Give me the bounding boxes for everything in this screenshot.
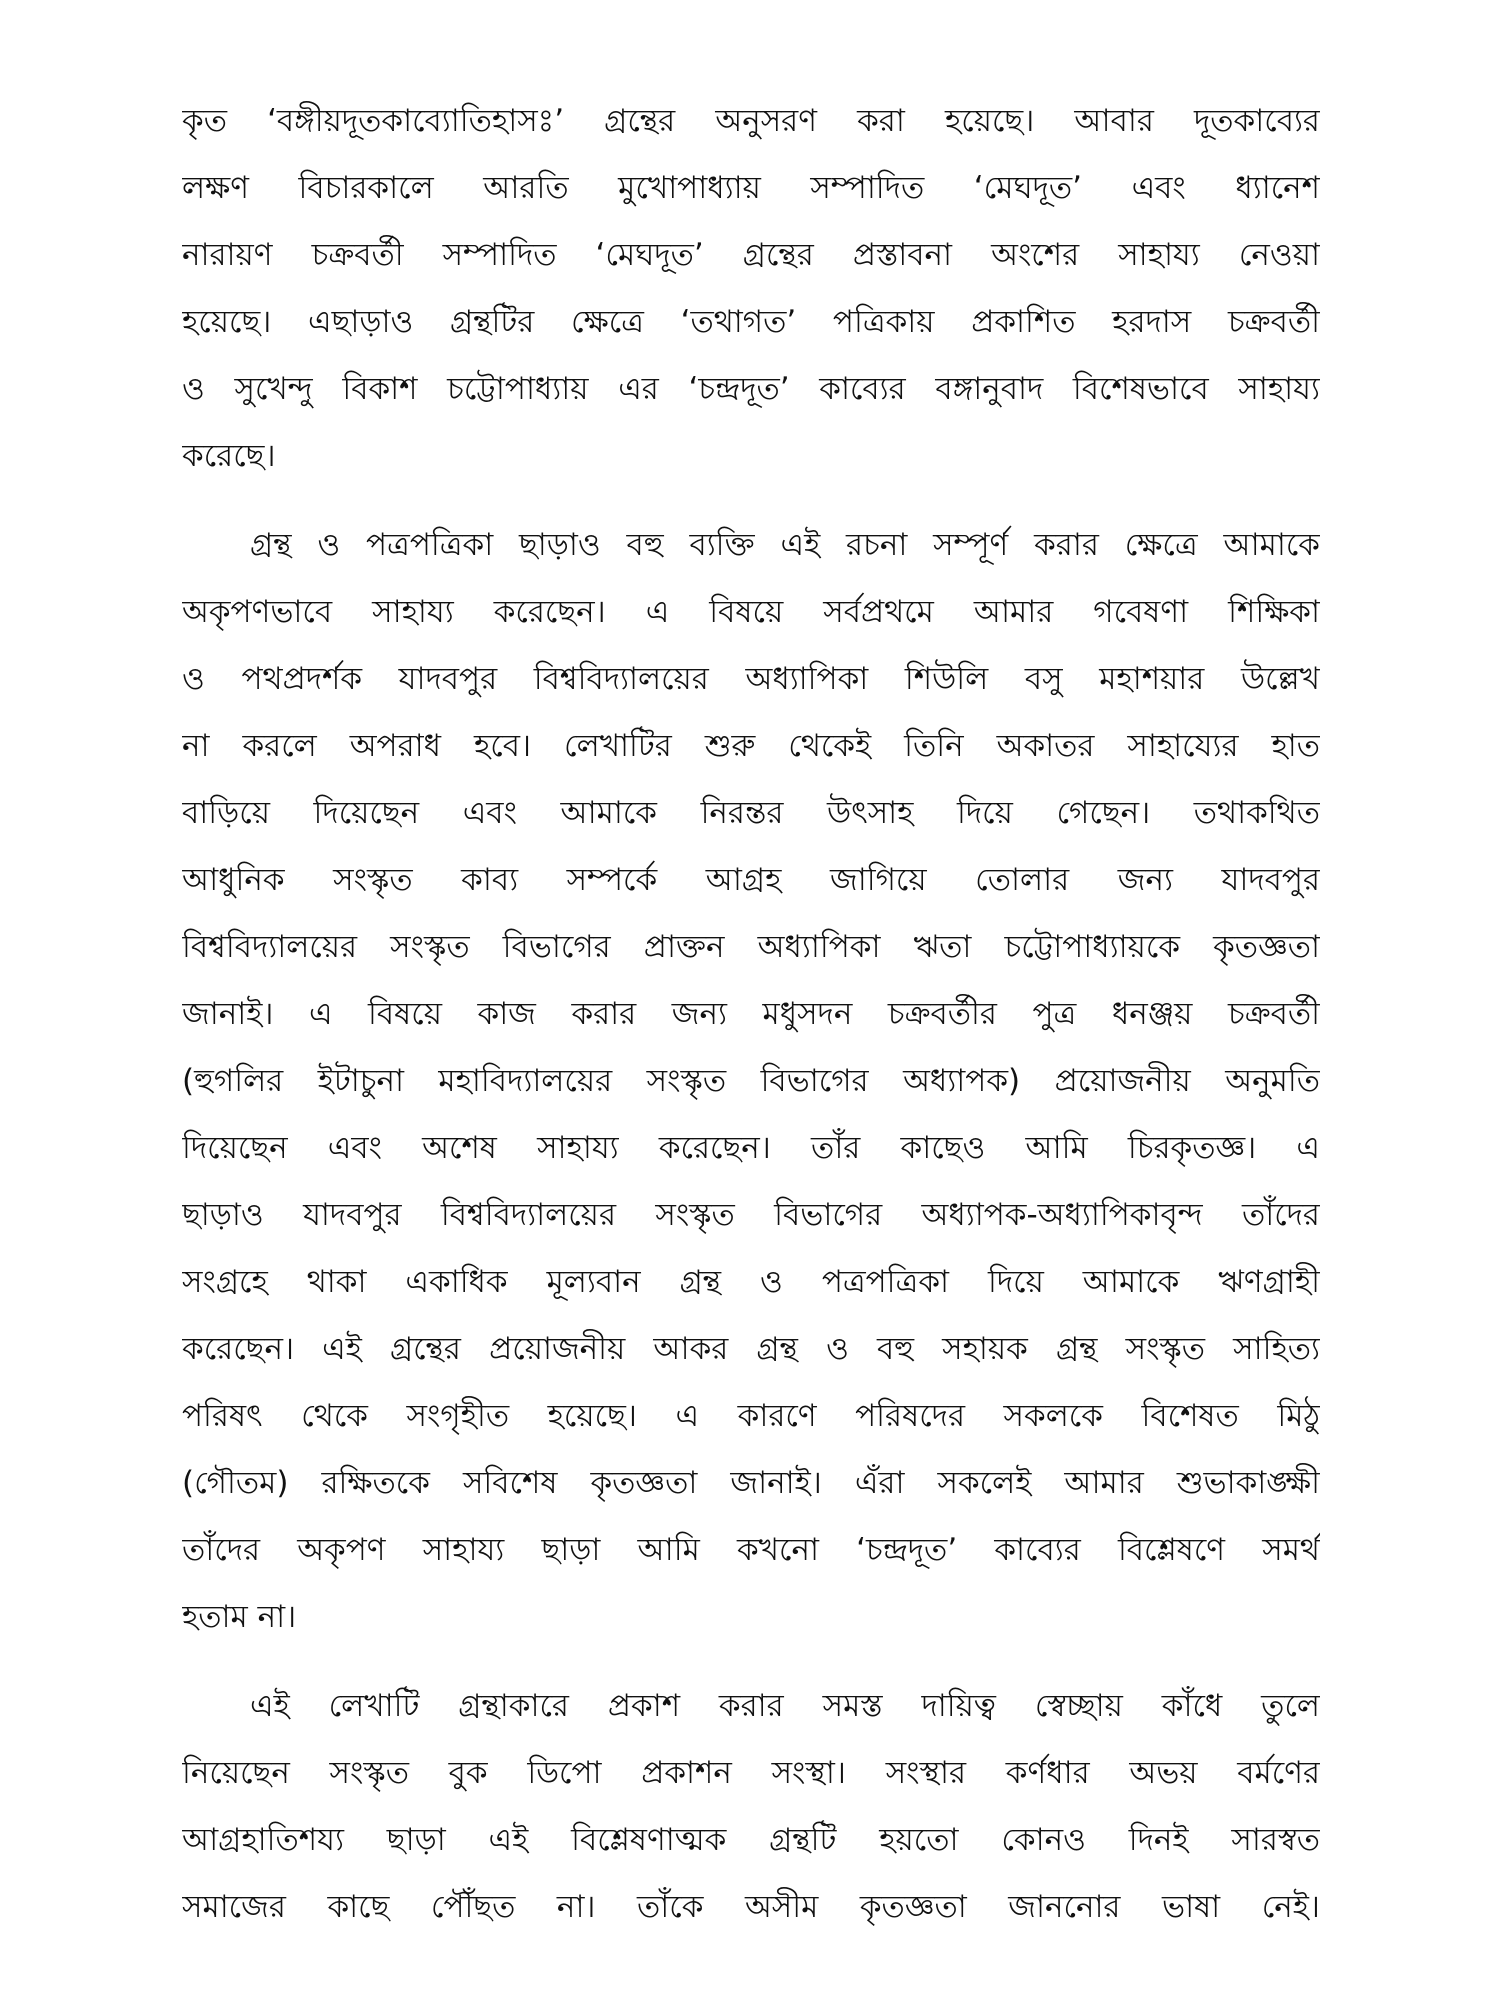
text-line: বিশ্ববিদ্যালয়ের সংস্কৃত বিভাগের প্রাক্তন অধ্যাপিকা ঋতা চট্টোপাধ্যায়কে কৃতজ্ঞতা <box>182 929 1320 965</box>
text-line: আগ্রহাতিশয্য ছাড়া এই বিশ্লেষণাত্মক গ্রন্থটি হয়তো কোনও দিনই সারস্বত <box>182 1822 1320 1858</box>
text-line: এই লেখাটি গ্রন্থাকারে প্রকাশ করার সমস্ত দায়িত্ব স্বেচ্ছায় কাঁধে তুলে <box>250 1688 1320 1724</box>
text-line: গ্রন্থ ও পত্রপত্রিকা ছাড়াও বহু ব্যক্তি এই রচনা সম্পূর্ণ করার ক্ষেত্রে আমাকে <box>250 527 1320 563</box>
text-line: সংগ্রহে থাকা একাধিক মূল্যবান গ্রন্থ ও পত্রপত্রিকা দিয়ে আমাকে ঋণগ্রাহী <box>182 1264 1320 1300</box>
text-line: না করলে অপরাধ হবে। লেখাটির শুরু থেকেই তিনি অকাতর সাহায্যের হাত <box>182 728 1320 764</box>
text-line: বাড়িয়ে দিয়েছেন এবং আমাকে নিরন্তর উৎসাহ দিয়ে গেছেন। তথাকথিত <box>182 795 1320 831</box>
text-line: ও পথপ্রদর্শক যাদবপুর বিশ্ববিদ্যালয়ের অধ্যাপিকা শিউলি বসু মহাশয়ার উল্লেখ <box>182 661 1320 697</box>
text-line: করেছেন। এই গ্রন্থের প্রয়োজনীয় আকর গ্রন্থ ও বহু সহায়ক গ্রন্থ সংস্কৃত সাহিত্য <box>182 1331 1320 1367</box>
text-line: লক্ষণ বিচারকালে আরতি মুখোপাধ্যায় সম্পাদিত ‘মেঘদূত’ এবং ধ্যানেশ <box>182 170 1320 206</box>
text-line: (হুগলির ইটাচুনা মহাবিদ্যালয়ের সংস্কৃত বিভাগের অধ্যাপক) প্রয়োজনীয় অনুমতি <box>182 1063 1320 1099</box>
text-line: নারায়ণ চক্রবর্তী সম্পাদিত ‘মেঘদূত’ গ্রন্থের প্রস্তাবনা অংশের সাহায্য নেওয়া <box>182 237 1320 273</box>
text-line: নিয়েছেন সংস্কৃত বুক ডিপো প্রকাশন সংস্থা। সংস্থার কর্ণধার অভয় বর্মণের <box>182 1755 1320 1791</box>
text-line: ছাড়াও যাদবপুর বিশ্ববিদ্যালয়ের সংস্কৃত বিভাগের অধ্যাপক-অধ্যাপিকাবৃন্দ তাঁদের <box>182 1197 1320 1233</box>
text-line: সমাজের কাছে পৌঁছত না। তাঁকে অসীম কৃতজ্ঞতা জাননোর ভাষা নেই। <box>182 1889 1320 1925</box>
paragraph-gap <box>182 490 1320 512</box>
paragraph-publisher <box>182 1673 1320 1941</box>
text-line: হয়েছে। এছাড়াও গ্রন্থটির ক্ষেত্রে ‘তথাগত’ পত্রিকায় প্রকাশিত হরদাস চক্রবর্তী <box>182 304 1320 340</box>
text-line: দিয়েছেন এবং অশেষ সাহায্য করেছেন। তাঁর কাছেও আমি চিরকৃতজ্ঞ। এ <box>182 1130 1320 1166</box>
paragraph-sources <box>182 88 1320 490</box>
text-line: কৃত ‘বঙ্গীয়দূতকাব্যোতিহাসঃ’ গ্রন্থের অনুসরণ করা হয়েছে। আবার দূতকাব্যের <box>182 103 1320 139</box>
text-line: হতাম না। <box>182 1599 297 1635</box>
text-line: আধুনিক সংস্কৃত কাব্য সম্পর্কে আগ্রহ জাগিয়ে তোলার জন্য যাদবপুর <box>182 862 1320 898</box>
text-line: অকৃপণভাবে সাহায্য করেছেন। এ বিষয়ে সর্বপ্রথমে আমার গবেষণা শিক্ষিকা <box>182 594 1320 630</box>
paragraph-gap <box>182 1651 1320 1673</box>
text-line: করেছে। <box>182 438 276 474</box>
text-line: ও সুখেন্দু বিকাশ চট্টোপাধ্যায় এর ‘চন্দ্রদূত’ কাব্যের বঙ্গানুবাদ বিশেষভাবে সাহায্য <box>182 371 1320 407</box>
text-line: পরিষৎ থেকে সংগৃহীত হয়েছে। এ কারণে পরিষদের সকলকে বিশেষত মিঠু <box>182 1398 1320 1434</box>
paragraph-acknowledgements <box>182 512 1320 1651</box>
text-line: জানাই। এ বিষয়ে কাজ করার জন্য মধুসদন চক্রবর্তীর পুত্র ধনঞ্জয় চক্রবর্তী <box>182 996 1320 1032</box>
text-line: (গৌতম) রক্ষিতকে সবিশেষ কৃতজ্ঞতা জানাই। এঁরা সকলেই আমার শুভাকাঙ্ক্ষী <box>182 1465 1320 1501</box>
document-page <box>182 88 1320 1948</box>
text-line: তাঁদের অকৃপণ সাহায্য ছাড়া আমি কখনো ‘চন্দ্রদূত’ কাব্যের বিশ্লেষণে সমর্থ <box>182 1532 1320 1568</box>
